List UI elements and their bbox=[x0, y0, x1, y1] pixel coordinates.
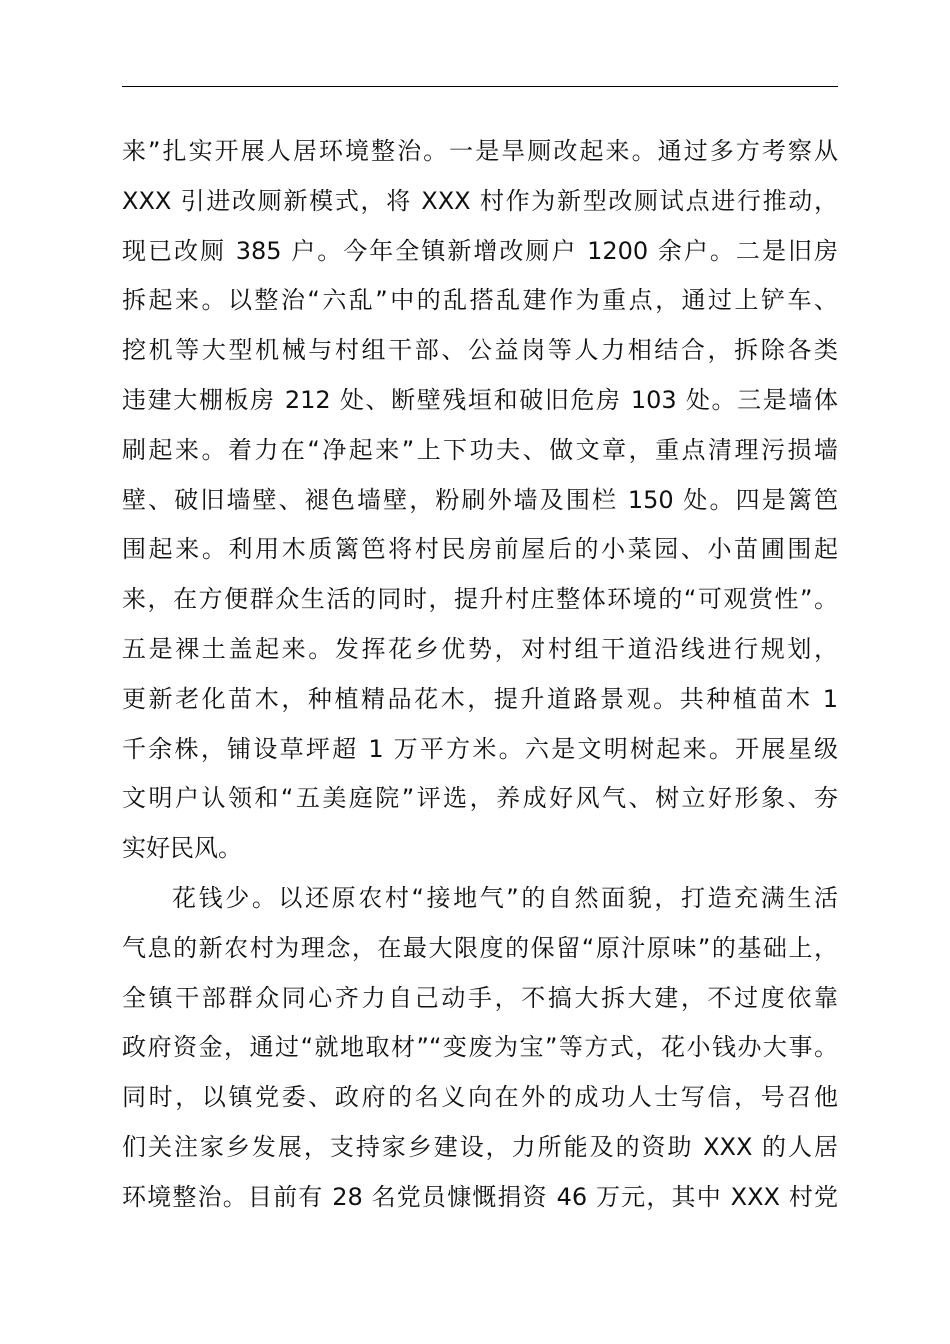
paragraph-1-line-2: XXX 引进改厕新模式，将 XXX 村作为新型改厕试点进行推动， bbox=[122, 186, 838, 215]
header-rule bbox=[122, 86, 838, 87]
paragraph-2-line-2: 气息的新农村为理念，在最大限度的保留“原汁原味”的基础上， bbox=[122, 933, 838, 962]
paragraph-1-line-10: 来，在方便群众生活的同时，提升村庄整体环境的“可观赏性”。 bbox=[122, 585, 838, 614]
paragraph-2-line-4: 政府资金，通过“就地取材”“变废为宝”等方式，花小钱办大事。 bbox=[122, 1033, 838, 1062]
paragraph-1-line-15: 实好民风。 bbox=[122, 834, 242, 863]
paragraph-1-line-9: 围起来。利用木质篱笆将村民房前屋后的小菜园、小苗圃围起 bbox=[122, 535, 838, 564]
paragraph-1-line-7: 刷起来。着力在“净起来”上下功夫、做文章，重点清理污损墙 bbox=[122, 435, 838, 464]
paragraph-2-line-3: 全镇干部群众同心齐力自己动手，不搞大拆大建，不过度依靠 bbox=[122, 983, 838, 1012]
paragraph-2-line-7: 环境整治。目前有 28 名党员慷慨捐资 46 万元，其中 XXX 村党 bbox=[122, 1182, 838, 1211]
paragraph-1-line-13: 千余株，铺设草坪超 1 万平方米。六是文明树起来。开展星级 bbox=[122, 734, 838, 763]
paragraph-2-line-5: 同时，以镇党委、政府的名义向在外的成功人士写信，号召他 bbox=[122, 1083, 838, 1112]
paragraph-1-line-11: 五是裸土盖起来。发挥花乡优势，对村组干道沿线进行规划， bbox=[122, 634, 838, 663]
paragraph-2-line-6: 们关注家乡发展，支持家乡建设，力所能及的资助 XXX 的人居 bbox=[122, 1132, 838, 1161]
body-text bbox=[122, 127, 838, 1223]
paragraph-1-line-4: 拆起来。以整治“六乱”中的乱搭乱建作为重点，通过上铲车、 bbox=[122, 286, 838, 315]
paragraph-2-line-1: 花钱少。以还原农村“接地气”的自然面貌，打造充满生活 bbox=[172, 883, 838, 912]
paragraph-1-line-3: 现已改厕 385 户。今年全镇新增改厕户 1200 余户。二是旧房 bbox=[122, 236, 838, 265]
paragraph-1-line-14: 文明户认领和“五美庭院”评选，养成好风气、树立好形象、夯 bbox=[122, 784, 838, 813]
paragraph-1-line-8: 壁、破旧墙壁、褪色墙壁，粉刷外墙及围栏 150 处。四是篱笆 bbox=[122, 485, 838, 514]
paragraph-1-line-12: 更新老化苗木，种植精品花木，提升道路景观。共种植苗木 1 bbox=[122, 684, 838, 713]
paragraph-1-line-6: 违建大棚板房 212 处、断壁残垣和破旧危房 103 处。三是墙体 bbox=[122, 385, 838, 414]
paragraph-1-line-1: 来”扎实开展人居环境整治。一是旱厕改起来。通过多方考察从 bbox=[122, 137, 838, 165]
paragraph-1-line-5: 挖机等大型机械与村组干部、公益岗等人力相结合，拆除各类 bbox=[122, 336, 838, 365]
